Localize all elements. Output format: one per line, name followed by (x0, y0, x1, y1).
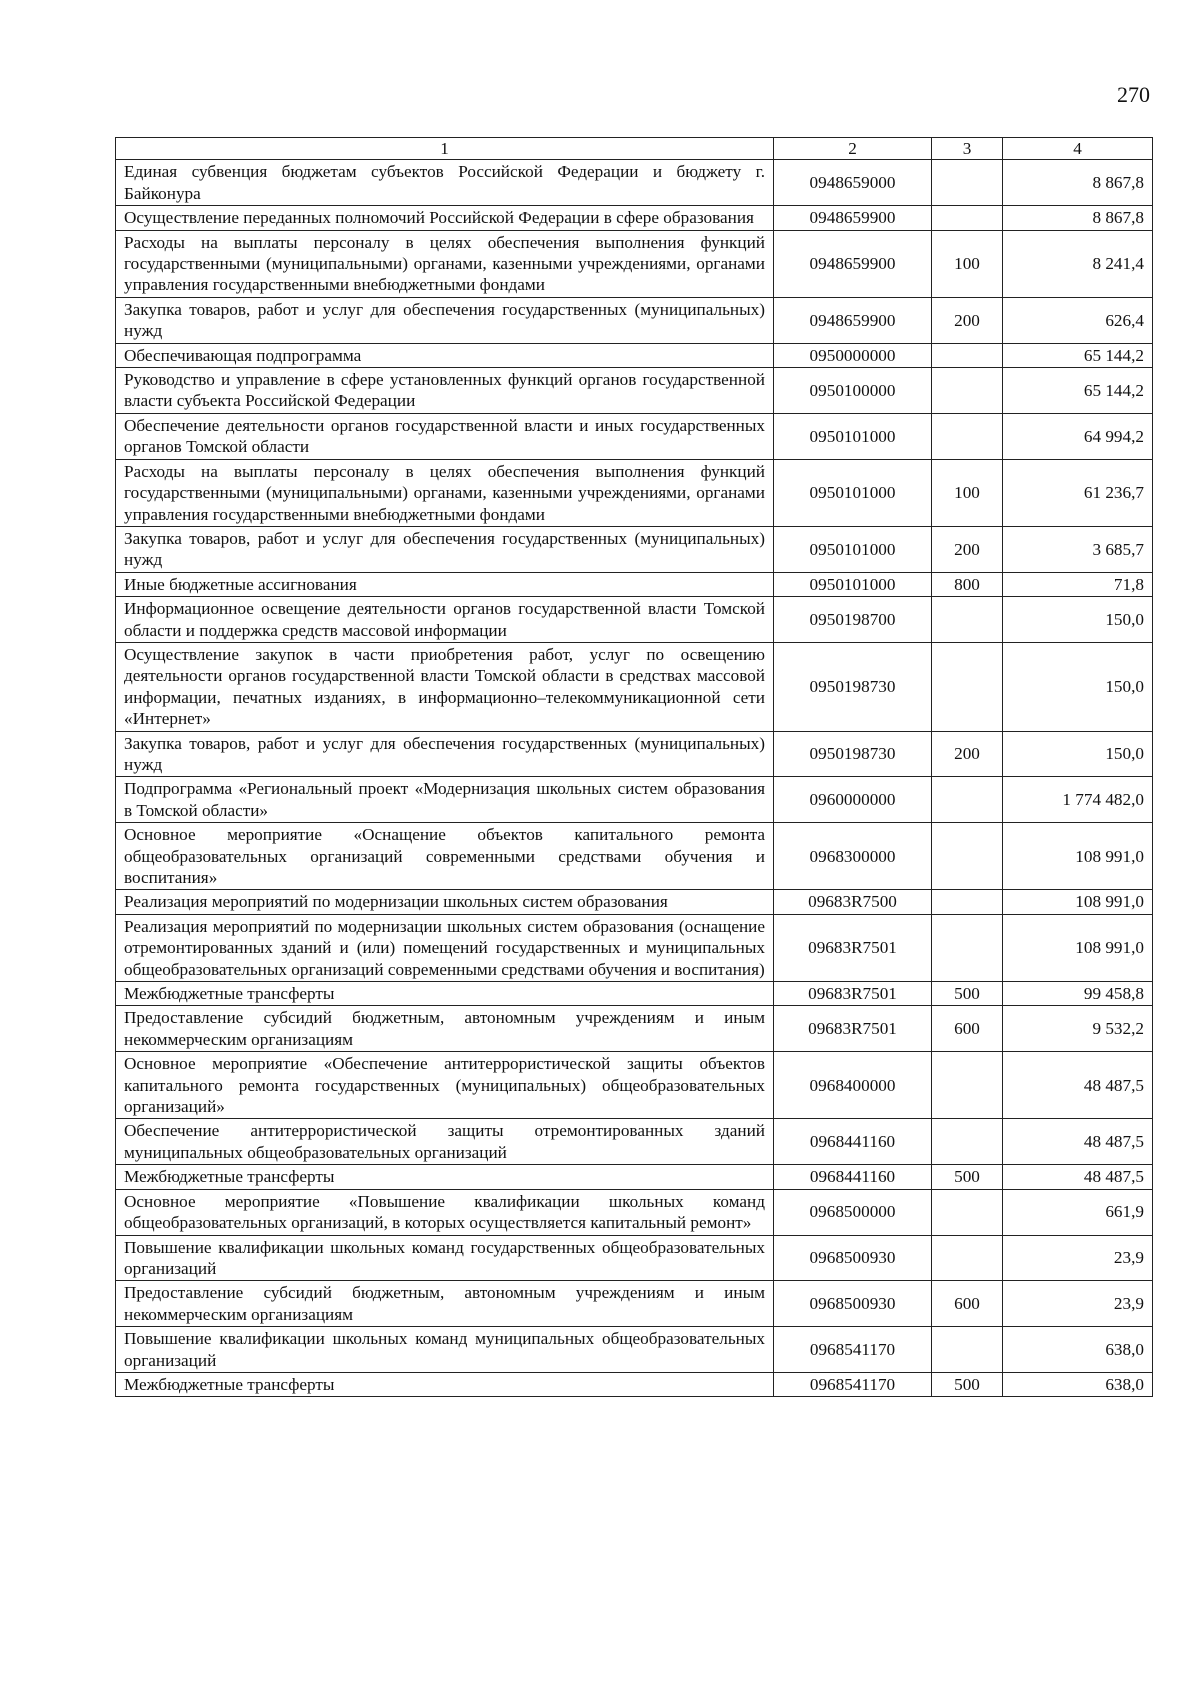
row-sum-cell: 150,0 (1003, 731, 1153, 777)
row-type-cell (932, 777, 1003, 823)
row-code-cell: 0950101000 (774, 572, 932, 596)
row-name-cell: Подпрограмма «Региональный проект «Модернизация школьных систем образования в Томской области» (116, 777, 774, 823)
row-code-cell: 09683R7501 (774, 914, 932, 981)
row-name-cell: Предоставление субсидий бюджетным, автономным учреждениям и иным некоммерческим организациям (116, 1006, 774, 1052)
row-type-cell: 600 (932, 1281, 1003, 1327)
row-sum-cell: 626,4 (1003, 297, 1153, 343)
table-row (116, 642, 1153, 731)
row-code-cell: 0950198730 (774, 642, 932, 731)
row-name-cell: Единая субвенция бюджетам субъектов Российской Федерации и бюджету г. Байконура (116, 160, 774, 206)
row-sum-cell: 48 487,5 (1003, 1165, 1153, 1189)
table-row (116, 597, 1153, 643)
row-sum-cell: 61 236,7 (1003, 459, 1153, 526)
row-sum-cell: 64 994,2 (1003, 413, 1153, 459)
row-name-cell: Расходы на выплаты персоналу в целях обеспечения выполнения функций государственными (муниципальными) органами, казенными учреждениями, органами управления государственными внебюджетными фондами (116, 230, 774, 297)
table-row (116, 160, 1153, 206)
row-type-cell (932, 823, 1003, 890)
row-name-cell: Реализация мероприятий по модернизации школьных систем образования (116, 890, 774, 914)
table-row (116, 1281, 1153, 1327)
row-name-cell: Межбюджетные трансферты (116, 1372, 774, 1396)
row-code-cell: 0950101000 (774, 526, 932, 572)
row-name-cell: Информационное освещение деятельности органов государственной власти Томской области и поддержка средств массовой информации (116, 597, 774, 643)
table-row (116, 1165, 1153, 1189)
table-row (116, 982, 1153, 1006)
table-row (116, 1189, 1153, 1235)
row-type-cell: 200 (932, 526, 1003, 572)
row-name-cell: Иные бюджетные ассигнования (116, 572, 774, 596)
row-sum-cell: 48 487,5 (1003, 1119, 1153, 1165)
row-type-cell (932, 597, 1003, 643)
row-code-cell: 0950198700 (774, 597, 932, 643)
row-type-cell: 500 (932, 1372, 1003, 1396)
row-type-cell (932, 368, 1003, 414)
row-name-cell: Повышение квалификации школьных команд государственных общеобразовательных организаций (116, 1235, 774, 1281)
row-sum-cell: 99 458,8 (1003, 982, 1153, 1006)
table-row (116, 823, 1153, 890)
table-row (116, 1372, 1153, 1396)
row-name-cell: Закупка товаров, работ и услуг для обеспечения государственных (муниципальных) нужд (116, 526, 774, 572)
row-type-cell (932, 1119, 1003, 1165)
row-name-cell: Осуществление переданных полномочий Российской Федерации в сфере образования (116, 206, 774, 230)
row-sum-cell: 8 867,8 (1003, 206, 1153, 230)
table-row (116, 572, 1153, 596)
row-type-cell (932, 1327, 1003, 1373)
row-sum-cell: 661,9 (1003, 1189, 1153, 1235)
row-code-cell: 0968300000 (774, 823, 932, 890)
row-code-cell: 0950198730 (774, 731, 932, 777)
header-row (116, 138, 1153, 160)
row-code-cell: 0948659000 (774, 160, 932, 206)
table-row (116, 1119, 1153, 1165)
row-code-cell: 0968441160 (774, 1165, 932, 1189)
column-header: 4 (1003, 138, 1153, 160)
table-row (116, 230, 1153, 297)
table-row (116, 1052, 1153, 1119)
row-type-cell: 500 (932, 982, 1003, 1006)
row-code-cell: 0948659900 (774, 297, 932, 343)
row-code-cell: 09683R7500 (774, 890, 932, 914)
row-sum-cell: 23,9 (1003, 1235, 1153, 1281)
row-sum-cell: 71,8 (1003, 572, 1153, 596)
table-row (116, 297, 1153, 343)
row-type-cell: 200 (932, 297, 1003, 343)
row-name-cell: Основное мероприятие «Повышение квалификации школьных команд общеобразовательных организаций, в которых осуществляется капитальный ремонт» (116, 1189, 774, 1235)
table-body (116, 160, 1153, 1397)
column-header: 3 (932, 138, 1003, 160)
row-name-cell: Обеспечение антитеррористической защиты отремонтированных зданий муниципальных общеобразовательных организаций (116, 1119, 774, 1165)
table-row (116, 206, 1153, 230)
row-sum-cell: 150,0 (1003, 642, 1153, 731)
row-code-cell: 0968500000 (774, 1189, 932, 1235)
table-row (116, 890, 1153, 914)
table-row (116, 459, 1153, 526)
row-code-cell: 0960000000 (774, 777, 932, 823)
row-sum-cell: 23,9 (1003, 1281, 1153, 1327)
row-type-cell (932, 343, 1003, 367)
row-name-cell: Осуществление закупок в части приобретения работ, услуг по освещению деятельности органов государственной власти Томской области в средствах массовой информации, печатных изданиях, в информационно–телекоммуникационной сети «Интернет» (116, 642, 774, 731)
row-sum-cell: 65 144,2 (1003, 368, 1153, 414)
row-sum-cell: 150,0 (1003, 597, 1153, 643)
row-sum-cell: 48 487,5 (1003, 1052, 1153, 1119)
table-row (116, 1235, 1153, 1281)
row-code-cell: 09683R7501 (774, 982, 932, 1006)
row-name-cell: Реализация мероприятий по модернизации школьных систем образования (оснащение отремонтированных зданий и (или) помещений государственных и муниципальных общеобразовательных организаций современными средствами обучения и воспитания) (116, 914, 774, 981)
column-header: 1 (116, 138, 774, 160)
row-sum-cell: 9 532,2 (1003, 1006, 1153, 1052)
table-row (116, 526, 1153, 572)
row-type-cell: 100 (932, 230, 1003, 297)
row-type-cell: 600 (932, 1006, 1003, 1052)
budget-table (115, 137, 1153, 1397)
row-sum-cell: 108 991,0 (1003, 914, 1153, 981)
table-row (116, 413, 1153, 459)
row-type-cell (932, 1052, 1003, 1119)
row-code-cell: 0950100000 (774, 368, 932, 414)
row-name-cell: Повышение квалификации школьных команд муниципальных общеобразовательных организаций (116, 1327, 774, 1373)
row-name-cell: Руководство и управление в сфере установленных функций органов государственной власти субъекта Российской Федерации (116, 368, 774, 414)
row-name-cell: Обеспечение деятельности органов государственной власти и иных государственных органов Томской области (116, 413, 774, 459)
row-code-cell: 0950101000 (774, 459, 932, 526)
row-name-cell: Межбюджетные трансферты (116, 1165, 774, 1189)
table-row (116, 1006, 1153, 1052)
table-row (116, 343, 1153, 367)
row-type-cell (932, 160, 1003, 206)
row-type-cell: 100 (932, 459, 1003, 526)
row-type-cell (932, 1235, 1003, 1281)
row-name-cell: Расходы на выплаты персоналу в целях обеспечения выполнения функций государственными (муниципальными) органами, казенными учреждениями, органами управления государственными внебюджетными фондами (116, 459, 774, 526)
row-code-cell: 0948659900 (774, 206, 932, 230)
row-type-cell: 200 (932, 731, 1003, 777)
row-name-cell: Межбюджетные трансферты (116, 982, 774, 1006)
row-code-cell: 0968500930 (774, 1235, 932, 1281)
row-sum-cell: 108 991,0 (1003, 890, 1153, 914)
row-sum-cell: 8 241,4 (1003, 230, 1153, 297)
table-row (116, 777, 1153, 823)
row-name-cell: Основное мероприятие «Обеспечение антитеррористической защиты объектов капитального ремонта государственных (муниципальных) общеобразовательных организаций» (116, 1052, 774, 1119)
row-code-cell: 0968541170 (774, 1327, 932, 1373)
row-code-cell: 0948659900 (774, 230, 932, 297)
row-code-cell: 0968400000 (774, 1052, 932, 1119)
row-code-cell: 09683R7501 (774, 1006, 932, 1052)
table-row (116, 914, 1153, 981)
row-type-cell (932, 1189, 1003, 1235)
table-row (116, 731, 1153, 777)
table-row (116, 1327, 1153, 1373)
row-sum-cell: 3 685,7 (1003, 526, 1153, 572)
row-sum-cell: 638,0 (1003, 1327, 1153, 1373)
row-name-cell: Закупка товаров, работ и услуг для обеспечения государственных (муниципальных) нужд (116, 297, 774, 343)
row-name-cell: Основное мероприятие «Оснащение объектов капитального ремонта общеобразовательных организаций современными средствами обучения и воспитания» (116, 823, 774, 890)
row-code-cell: 0950000000 (774, 343, 932, 367)
row-name-cell: Обеспечивающая подпрограмма (116, 343, 774, 367)
row-type-cell (932, 642, 1003, 731)
row-name-cell: Предоставление субсидий бюджетным, автономным учреждениям и иным некоммерческим организациям (116, 1281, 774, 1327)
table-row (116, 368, 1153, 414)
row-type-cell: 500 (932, 1165, 1003, 1189)
row-sum-cell: 108 991,0 (1003, 823, 1153, 890)
row-type-cell (932, 914, 1003, 981)
page-number: 270 (1117, 82, 1150, 107)
row-code-cell: 0968500930 (774, 1281, 932, 1327)
row-sum-cell: 1 774 482,0 (1003, 777, 1153, 823)
row-code-cell: 0968541170 (774, 1372, 932, 1396)
row-sum-cell: 8 867,8 (1003, 160, 1153, 206)
row-sum-cell: 638,0 (1003, 1372, 1153, 1396)
column-header: 2 (774, 138, 932, 160)
row-type-cell (932, 413, 1003, 459)
row-type-cell (932, 890, 1003, 914)
row-type-cell: 800 (932, 572, 1003, 596)
row-type-cell (932, 206, 1003, 230)
row-code-cell: 0950101000 (774, 413, 932, 459)
row-sum-cell: 65 144,2 (1003, 343, 1153, 367)
row-name-cell: Закупка товаров, работ и услуг для обеспечения государственных (муниципальных) нужд (116, 731, 774, 777)
row-code-cell: 0968441160 (774, 1119, 932, 1165)
